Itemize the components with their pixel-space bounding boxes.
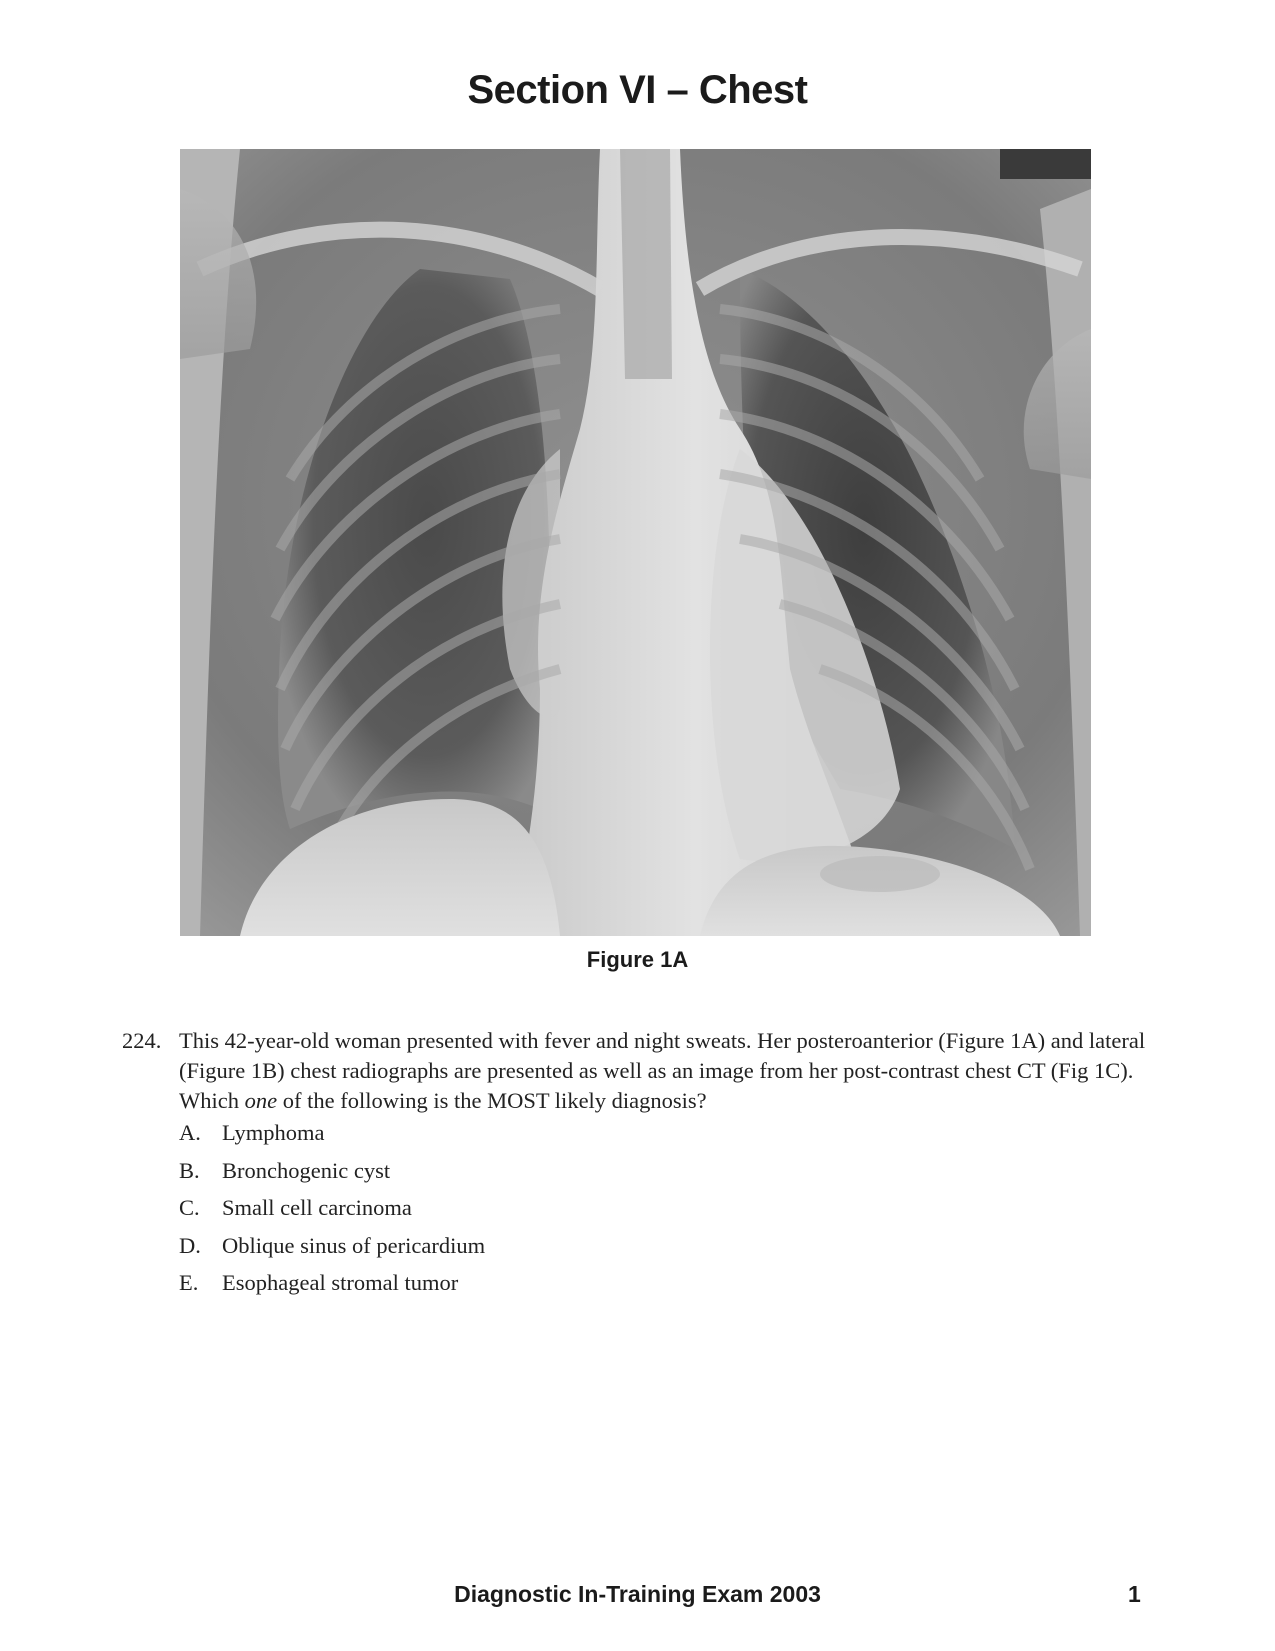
answer-option-e[interactable] [179,1268,485,1306]
answer-options [179,1118,485,1306]
question-text-emphasis: one [244,1088,278,1113]
section-title: Section VI – Chest [467,68,808,112]
figure-caption: Figure 1A [586,947,689,972]
option-text: Esophageal stromal tumor [222,1270,459,1295]
answer-option-b[interactable] [179,1156,485,1194]
question-block [122,1026,1162,1116]
option-letter: A. [179,1120,201,1145]
page-number: 1 [1128,1581,1141,1607]
chest-radiograph-figure-1a [180,149,1091,936]
option-letter: B. [179,1157,200,1183]
option-text: Small cell carcinoma [222,1195,412,1220]
option-text: Bronchogenic cyst [222,1157,391,1183]
option-text: Lymphoma [222,1120,325,1145]
answer-option-c[interactable] [179,1193,485,1231]
option-letter: E. [179,1270,199,1295]
answer-option-d[interactable] [179,1231,485,1269]
option-text: Oblique sinus of pericardium [222,1232,486,1258]
question-stem [179,1026,1162,1116]
question-text-part1: This 42-year-old woman presented with fever and night sweats. Her posteroanterior (Figure 1A) and lateral (Figure 1B) chest radiographs are presented as well as an image from her post-contrast chest CT (Fig 1C). Which [179,1028,1146,1113]
answer-option-a[interactable] [179,1118,485,1156]
option-letter: C. [179,1195,200,1220]
question-number: 224. [122,1028,162,1053]
option-letter: D. [179,1232,201,1258]
footer-exam-title: Diagnostic In-Training Exam 2003 [454,1581,821,1607]
question-text-part2: of the following is the MOST likely diagnosis? [277,1088,707,1113]
